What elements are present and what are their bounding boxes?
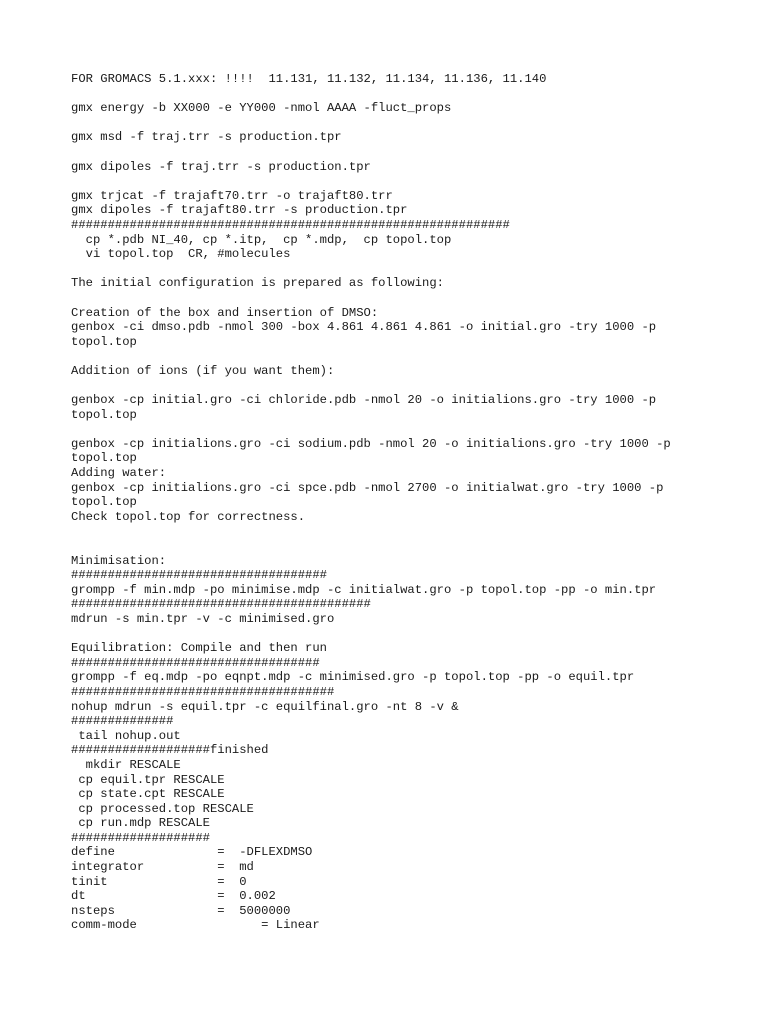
text-line: Check topol.top for correctness. bbox=[71, 509, 306, 524]
text-line: dt = 0.002 bbox=[71, 889, 276, 904]
text-line bbox=[71, 349, 748, 364]
text-line: Minimisation: bbox=[71, 553, 167, 568]
text-line: gmx energy -b XX000 -e YY000 -nmol AAAA -fluct_props bbox=[71, 101, 452, 116]
text-line: gmx dipoles -f trajaft80.trr -s production.tpr bbox=[71, 203, 408, 218]
text-line: gmx trjcat -f trajaft70.trr -o trajaft80.trr bbox=[71, 188, 393, 203]
text-line: ############## bbox=[71, 714, 174, 729]
text-line: genbox -ci dmso.pdb -nmol 300 -box 4.861 4.861 4.861 -o initial.gro -try 1000 -p bbox=[71, 320, 657, 335]
text-line: cp equil.tpr RESCALE bbox=[71, 772, 225, 787]
text-line: topol.top bbox=[71, 407, 137, 422]
text-line: ###################finished bbox=[71, 743, 269, 758]
text-line: integrator = md bbox=[71, 860, 254, 875]
text-line: grompp -f min.mdp -po minimise.mdp -c initialwat.gro -p topol.top -pp -o min.tpr bbox=[71, 582, 657, 597]
text-line: cp state.cpt RESCALE bbox=[71, 787, 225, 802]
text-line: mkdir RESCALE bbox=[71, 757, 181, 772]
text-line: topol.top bbox=[71, 334, 137, 349]
text-line: FOR GROMACS 5.1.xxx: !!!! 11.131, 11.132, 11.134, 11.136, 11.140 bbox=[71, 72, 547, 86]
text-line: Addition of ions (if you want them): bbox=[71, 363, 335, 378]
text-line: Creation of the box and insertion of DMSO: bbox=[71, 305, 379, 320]
text-line: ################### bbox=[71, 830, 210, 845]
text-line: gmx msd -f traj.trr -s production.tpr bbox=[71, 130, 342, 145]
text-line: ######################################### bbox=[71, 597, 371, 612]
text-line: ############################################################ bbox=[71, 217, 510, 232]
text-line bbox=[71, 116, 748, 131]
text-line bbox=[71, 378, 748, 393]
text-line: genbox -cp initial.gro -ci chloride.pdb -nmol 20 -o initialions.gro -try 1000 -p bbox=[71, 393, 657, 408]
text-line: topol.top bbox=[71, 451, 137, 466]
text-line: nohup mdrun -s equil.tpr -c equilfinal.gro -nt 8 -v & bbox=[71, 699, 459, 714]
text-line: genbox -cp initialions.gro -ci spce.pdb -nmol 2700 -o initialwat.gro -try 1000 -p bbox=[71, 480, 664, 495]
text-line: Adding water: bbox=[71, 466, 167, 481]
text-line: grompp -f eq.mdp -po eqnpt.mdp -c minimised.gro -p topol.top -pp -o equil.tpr bbox=[71, 670, 635, 685]
text-line: vi topol.top CR, #molecules bbox=[71, 247, 291, 262]
text-line: tinit = 0 bbox=[71, 874, 247, 889]
text-line: Equilibration: Compile and then run bbox=[71, 641, 327, 656]
text-line: gmx dipoles -f traj.trr -s production.tpr bbox=[71, 159, 371, 174]
text-line: cp processed.top RESCALE bbox=[71, 801, 254, 816]
text-line bbox=[71, 524, 748, 539]
text-line bbox=[71, 87, 748, 102]
text-line: The initial configuration is prepared as following: bbox=[71, 276, 444, 291]
text-line bbox=[71, 145, 748, 160]
text-line: define = -DFLEXDMSO bbox=[71, 845, 313, 860]
text-line bbox=[71, 174, 748, 189]
text-line: comm-mode = Linear bbox=[71, 918, 320, 933]
text-line bbox=[71, 539, 748, 554]
text-line: mdrun -s min.tpr -v -c minimised.gro bbox=[71, 611, 335, 626]
text-line: nsteps = 5000000 bbox=[71, 903, 291, 918]
text-line: ################################## bbox=[71, 655, 320, 670]
text-line: cp run.mdp RESCALE bbox=[71, 816, 210, 831]
text-line: topol.top bbox=[71, 495, 137, 510]
text-line: #################################### bbox=[71, 684, 335, 699]
text-line bbox=[71, 291, 748, 306]
text-line bbox=[71, 262, 748, 277]
text-line bbox=[71, 627, 748, 642]
text-line: cp *.pdb NI_40, cp *.itp, cp *.mdp, cp topol.top bbox=[71, 232, 452, 247]
text-line: genbox -cp initialions.gro -ci sodium.pdb -nmol 20 -o initialions.gro -try 1000 -p bbox=[71, 436, 671, 451]
text-line bbox=[71, 422, 748, 437]
document-body bbox=[71, 72, 748, 933]
text-line: tail nohup.out bbox=[71, 728, 181, 743]
text-line: ################################### bbox=[71, 568, 327, 583]
